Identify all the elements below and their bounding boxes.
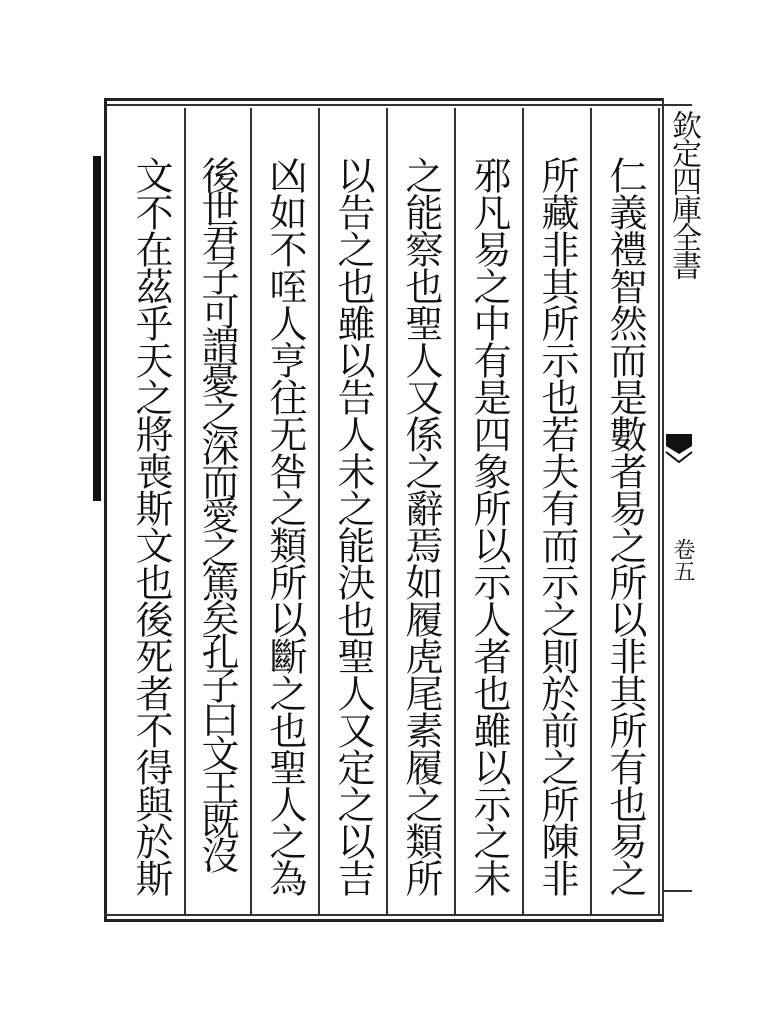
volume-label: 卷五: [670, 538, 695, 582]
text-column-8: [110, 108, 186, 914]
text-column-5: [322, 108, 388, 914]
column-text: 仁義禮智然而是數者易之所以非其所有也易之: [603, 156, 647, 896]
bottom-border-rule: [104, 914, 664, 916]
column-text: 文不在茲乎天之將喪斯文也後死者不得與於斯: [129, 156, 173, 896]
text-column-4: [390, 108, 456, 914]
center-margin-strip: [662, 98, 701, 922]
column-text: 凶如不咥人亨往无咎之類所以斷之也聖人之為: [263, 156, 307, 896]
binding-edge-bar: [93, 156, 101, 501]
text-column-1: [594, 108, 660, 914]
book-title: 欽定四庫全書: [666, 110, 701, 278]
column-text: 之能察也聖人又係之辭焉如履虎尾素履之類所: [399, 156, 443, 896]
column-text: 所藏非其所示也若夫有而示之則於前之所陳非: [535, 156, 579, 896]
margin-tick: [664, 890, 692, 892]
text-column-2: [526, 108, 592, 914]
column-text: 後世君子可謂憂之深而愛之篤矣孔子曰文王既沒: [195, 156, 239, 870]
text-column-7: [186, 108, 252, 914]
column-text: 邪凡易之中有是四象所以示人者也雖以示之未: [467, 156, 511, 896]
column-text: 以告之也雖以告人未之能決也聖人又定之以吉: [331, 156, 375, 896]
text-column-6: [254, 108, 320, 914]
fish-tail-mark-icon: [664, 432, 694, 466]
text-column-3: [458, 108, 524, 914]
